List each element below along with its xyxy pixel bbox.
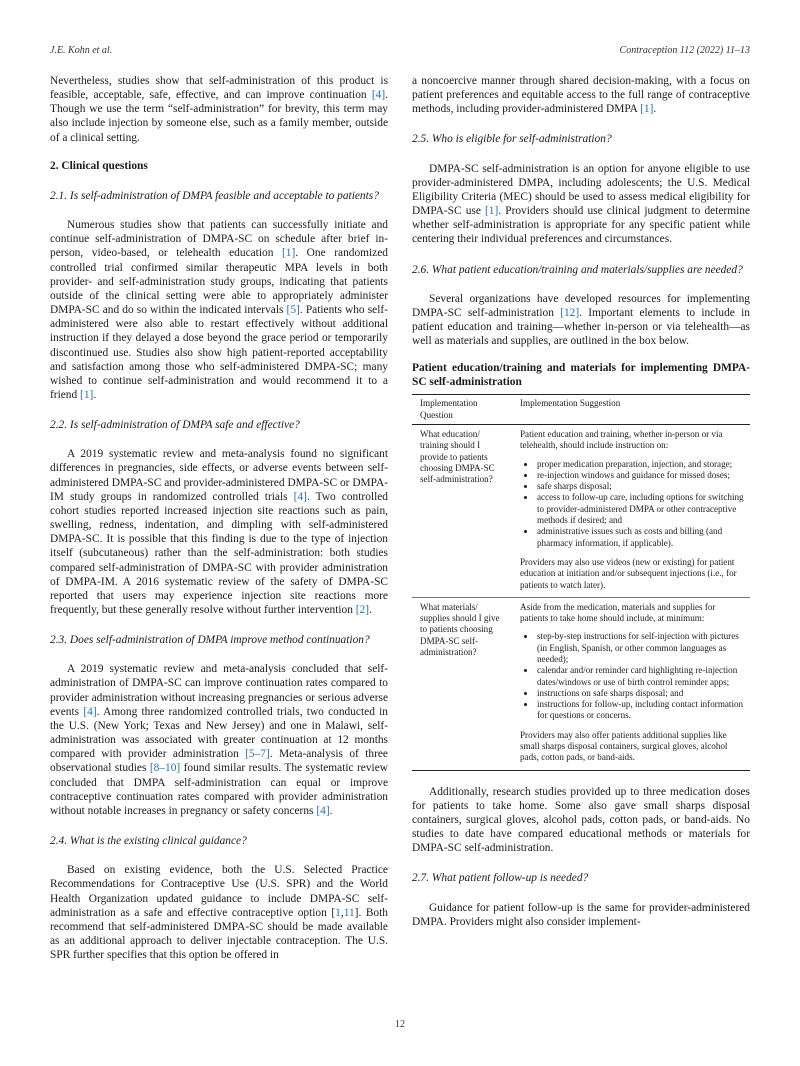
citation-link[interactable]: [4] [371, 89, 386, 102]
running-header [50, 45, 750, 61]
question-heading-2-5: 2.5. Who is eligible for self-administration? [412, 133, 612, 146]
list-item: • access to follow-up care, including options for switching to provider-administered DMPA or other contraceptive methods if desired; and [536, 492, 746, 526]
intro-paragraph: Nevertheless, studies show that self-administration of this product is feasible, acceptable, safe, effective, and can improve continuation [4]. Though we use the term “self-administration” for brevity, this term may also include injection by someone else, such as a family member, outside of a clinical setting. [50, 75, 388, 144]
citation-link[interactable]: [5] [286, 304, 300, 317]
citation-link[interactable]: [1] [640, 103, 654, 116]
question-heading-2-2: 2.2. Is self-administration of DMPA safe and effective? [50, 419, 300, 432]
paragraph-2-5: DMPA-SC self-administration is an option for anyone eligible to use provider-administered DMPA, including adolescents; the U.S. Medical Eligibility Criteria (MEC) should be used to assess medical eligibility for DMPA-SC use [1]. Providers should use clinical judgment to determine whether self-administration is appropriate for any specific patient while centering their individual preferences and circumstances. [412, 162, 750, 246]
table-header-question: Implementation Question [412, 395, 512, 425]
table-header-row [412, 395, 750, 425]
citation-link[interactable]: [4] [316, 804, 330, 817]
question-heading-2-1: 2.1. Is self-administration of DMPA feasible and acceptable to patients? [50, 189, 379, 202]
list-item: • instructions for follow-up, including contact information for questions or concerns. [536, 699, 746, 722]
paragraph-2-3: A 2019 systematic review and meta-analysis concluded that self-administration of DMPA-SC can improve continuation rates compared to provider administration without increasing pregnancies or serious adverse events [4]. Among three randomized controlled trials, two conducted in the U.S. (New York; Texas and New Jersey) and one in Malawi, self-administration was associated with greater continuation at 12 months compared with provider administration [5–7]. Meta-analysis of three observational studies [8–10] found similar results. The systematic review concluded that DMPA self-administration can equal or improve contraceptive continuation rates compared with provider administration without notable increases in pregnancy or safety concerns [4]. [50, 663, 389, 817]
citation-link[interactable]: [1] [281, 247, 296, 260]
citation-link[interactable]: [1] [484, 205, 499, 218]
table-row [412, 424, 750, 597]
section-heading: 2. Clinical questions [50, 159, 148, 172]
citation-link[interactable]: [2] [355, 604, 370, 616]
citation-link[interactable]: [4] [83, 705, 97, 718]
paragraph-2-2: A 2019 systematic review and meta-analysis found no significant differences in pregnancies, side effects, or adverse events between self-administered DMPA-SC and provider-administered DMPA-SC or DMPA-IM study groups in randomized controlled trials [4]. Two controlled cohort studies reported increased injection site reactions such as pain, swelling, redness, indentation, and dimpling with self-administered DMPA-SC. It is possible that this finding is due to the type of injection itself (subcutaneous) rather than the self-administration: both studies compared self-administration of DMPA-SC with provider administration of DMPA-IM. A 2016 systematic review of the safety of DMPA-SC reported that users may experience injection site reactions more frequently, but these generally resolve without further intervention [2]. [50, 448, 388, 616]
paragraph-2-1: Numerous studies show that patients can successfully initiate and continue self-administration of DMPA-SC on schedule after brief in-person, video-based, or telehealth education [1]. One randomized controlled trial confirmed similar therapeutic MPA levels in both provider- and self-administration study groups, indicating that patients outside of the clinical setting were able to appropriately administer DMPA-SC and do so within the indicated intervals [5]. Patients who self-administered were also able to restart effectively without additional instruction if they delayed a dose beyond the grace period or temporarily discontinued use. Studies also show high patient-reported acceptability and satisfaction among those who self-administered DMPA-SC; many wished to continue self-administration and would recommend it to a friend [1]. [50, 219, 388, 401]
list-item: • instructions on safe sharps disposal; and [536, 688, 746, 699]
question-heading-2-3: 2.3. Does self-administration of DMPA improve method continuation? [50, 634, 370, 647]
header-authors: J.E. Kohn et al. [50, 45, 113, 56]
right-column [412, 74, 750, 929]
citation-link[interactable]: 1 [335, 906, 341, 919]
table-cell-question: What materials/ supplies should I give to patients choosing DMPA-SC self-administration? [412, 597, 512, 770]
table-cell-suggestion [512, 597, 750, 770]
suggestion-note: Providers may also use videos (new or existing) for patient education at initiation and/or subsequent injections (i.e., for patients to watch later). [520, 556, 737, 590]
suggestion-list [520, 459, 746, 549]
list-item: • calendar and/or reminder card highlighting re-injection dates/windows or use of birth control reminder apps; [536, 665, 746, 688]
list-item: • re-injection windows and guidance for missed doses; [536, 470, 746, 481]
question-heading-2-7: 2.7. What patient follow-up is needed? [412, 872, 589, 885]
question-heading-2-6: 2.6. What patient education/training and materials/supplies are needed? [412, 263, 743, 276]
table-cell-suggestion [512, 424, 750, 597]
list-item: • step-by-step instructions for self-injection with pictures (in English, Spanish, or other common languages as needed); [536, 631, 746, 665]
header-journal: Contraception 112 (2022) 11–13 [619, 45, 750, 56]
paragraph-2-6-continued: Additionally, research studies provided up to three medication doses for patients to take home. Some also gave small sharps disposal containers, surgical gloves, alcohol pads, cotton pads, or band-aids. No studies to date have compared educational methods or materials for DMPA-SC self-administration. [412, 785, 750, 855]
citation-link[interactable]: 11 [343, 906, 355, 919]
table-cell-question: What education/ training should I provide to patients choosing DMPA-SC self-administration? [420, 428, 495, 485]
citation-link[interactable]: [1] [80, 388, 94, 401]
list-item: • proper medication preparation, injection, and storage; [536, 459, 746, 470]
paragraph-2-7: Guidance for patient follow-up is the same for provider-administered DMPA. Providers might also consider implement- [412, 901, 750, 928]
box-title: Patient education/training and materials for implementing DMPA-SC self-administration [412, 362, 750, 388]
paragraph-2-4: Based on existing evidence, both the U.S. Selected Practice Recommendations for Contraceptive Use (U.S. SPR) and the World Health Organization updated guidance to include DMPA-SC self-administration as a safe and effective contraceptive option [1,11]. Both recommend that self-administered DMPA-SC should be made available as an additional approach to deliver injectable contraception. The U.S. SPR further specifies that this option be offered in [50, 864, 388, 962]
citation-link[interactable]: [12] [560, 306, 580, 319]
suggestion-note: Providers may also offer patients additional supplies like small sharps disposal containers, surgical gloves, alcohol pads, cotton pads, or band-aids. [520, 729, 728, 763]
suggestion-intro: Aside from the medication, materials and supplies for patients to take home should include, at minimum: [520, 601, 716, 624]
table-header-suggestion: Implementation Suggestion [512, 395, 750, 425]
suggestion-list [520, 631, 746, 721]
citation-link[interactable]: [4] [293, 490, 307, 503]
list-item: • administrative issues such as costs and billing (and pharmacy information, if applicable). [536, 526, 746, 549]
table-row [412, 597, 750, 770]
list-item: • safe sharps disposal; [536, 481, 746, 492]
paragraph-2-4-continued: a noncoercive manner through shared decision-making, with a focus on patient preferences and equitable access to the full range of contraceptive methods, including provider-administered DMPA [1]. [412, 75, 750, 116]
paragraph-2-6: Several organizations have developed resources for implementing DMPA-SC self-administration [12]. Important elements to include in patient education and training—whether in-person or via telehealth—as well as materials and supplies, are outlined in the box below. [412, 292, 750, 348]
citation-link[interactable]: [8–10] [149, 762, 181, 775]
page-number: 12 [395, 1019, 405, 1030]
left-column [50, 74, 388, 962]
suggestion-intro: Patient education and training, whether in-person or via telehealth, should include instruction on: [520, 428, 723, 451]
question-heading-2-4: 2.4. What is the existing clinical guidance? [50, 835, 247, 848]
citation-link[interactable]: [5–7] [245, 748, 270, 761]
implementation-table [412, 394, 750, 770]
